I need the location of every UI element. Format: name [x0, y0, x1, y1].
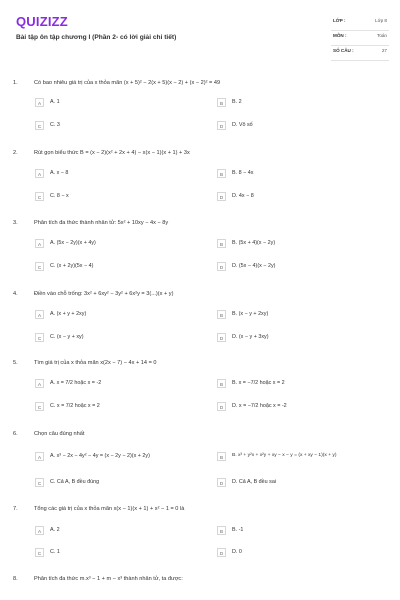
option-key: C — [35, 192, 44, 201]
option-text: C. 8 − x — [50, 193, 69, 199]
question-text: Rút gọn biểu thức B = (x − 2)(x² + 2x + 4) − x(x − 1)(x + 1) + 3x — [34, 150, 190, 156]
option-c[interactable] — [35, 192, 205, 204]
question-number: 1. — [13, 80, 18, 86]
question-text: Phân tích đa thức m.x³ − 1 + m − x³ thành nhân tử, ta được: — [34, 576, 183, 582]
option-b[interactable] — [217, 169, 387, 181]
option-key: B — [217, 379, 226, 388]
option-text: C. Cả A, B đều đúng — [50, 479, 100, 485]
option-text: D. Vô số — [232, 122, 253, 128]
option-key: B — [217, 239, 226, 248]
meta-label: SỐ CÂU : — [333, 48, 354, 53]
option-d[interactable] — [217, 333, 387, 345]
page-title: Bài tập ôn tập chương I (Phần 2- có lời giải chi tiết) — [16, 34, 177, 41]
option-key: C — [35, 121, 44, 130]
option-a[interactable] — [35, 169, 205, 181]
option-c[interactable] — [35, 478, 205, 490]
option-a[interactable] — [35, 379, 205, 391]
option-d[interactable] — [217, 478, 387, 490]
question-number: 4. — [13, 291, 18, 297]
option-text: B. -1 — [232, 527, 244, 533]
option-text: B. (x − y + 2xy) — [232, 311, 269, 317]
option-a[interactable] — [35, 98, 205, 110]
option-b[interactable] — [217, 98, 387, 110]
option-a[interactable] — [35, 310, 205, 322]
option-key: C — [35, 402, 44, 411]
question-number: 7. — [13, 506, 18, 512]
option-key: B — [217, 452, 226, 461]
option-text: B. 8 − 4x — [232, 170, 254, 176]
option-d[interactable] — [217, 548, 387, 560]
option-text: C. (x + 2y)(5x − 4) — [50, 263, 94, 269]
question-number: 6. — [13, 431, 18, 437]
option-key: A — [35, 239, 44, 248]
option-text: B. x³ + y²x + x²y + xy − x − y = (x + xy − 1)(x + y) — [232, 453, 337, 458]
option-c[interactable] — [35, 402, 205, 414]
meta-value: 27 — [381, 48, 387, 53]
option-text: C. x = 7/2 hoặc x = 2 — [50, 403, 100, 409]
option-text: B. (5x + 4)(x − 2y) — [232, 240, 276, 246]
option-c[interactable] — [35, 548, 205, 560]
option-b[interactable] — [217, 239, 387, 251]
option-key: C — [35, 478, 44, 487]
option-a[interactable] — [35, 452, 205, 464]
meta-row-subject — [331, 31, 389, 46]
option-key: C — [35, 333, 44, 342]
option-text: B. 2 — [232, 99, 242, 105]
option-key: D — [217, 402, 226, 411]
header — [0, 0, 400, 62]
option-key: B — [217, 98, 226, 107]
option-text: D. 0 — [232, 549, 242, 555]
question-text: Có bao nhiêu giá trị của x thỏa mãn (x + 5)² − 2(x + 5)(x − 2) + (x − 2)² = 49 — [34, 80, 221, 86]
option-text: D. x = −7/2 hoặc x = -2 — [232, 403, 287, 409]
option-text: C. 3 — [50, 122, 60, 128]
option-text: C. (x − y + xy) — [50, 334, 84, 340]
option-c[interactable] — [35, 121, 205, 133]
question-text: Tìm giá trị của x thỏa mãn x(2x − 7) − 4x + 14 = 0 — [34, 360, 157, 366]
option-key: A — [35, 526, 44, 535]
option-text: A. x = 7/2 hoặc x = -2 — [50, 380, 102, 386]
option-text: D. 4x − 8 — [232, 193, 254, 199]
option-d[interactable] — [217, 121, 387, 133]
question-number: 3. — [13, 220, 18, 226]
option-key: D — [217, 478, 226, 487]
option-key: A — [35, 452, 44, 461]
option-c[interactable] — [35, 262, 205, 274]
option-key: D — [217, 121, 226, 130]
option-text: A. (x + y + 2xy) — [50, 311, 87, 317]
option-key: B — [217, 169, 226, 178]
option-a[interactable] — [35, 526, 205, 538]
option-text: D. (x − y + 3xy) — [232, 334, 269, 340]
option-text: D. Cả A, B đều sai — [232, 479, 277, 485]
option-key: D — [217, 192, 226, 201]
option-d[interactable] — [217, 262, 387, 274]
meta-value: Toán — [377, 33, 387, 38]
quizizz-logo: QUIZIZZ — [16, 14, 68, 29]
meta-panel — [331, 16, 389, 61]
option-key: A — [35, 310, 44, 319]
question-text: Chọn câu đúng nhất — [34, 431, 85, 437]
option-text: A. (5x − 2y)(x + 4y) — [50, 240, 96, 246]
option-text: A. 1 — [50, 99, 60, 105]
option-b[interactable] — [217, 526, 387, 538]
meta-label: LỚP : — [333, 18, 346, 23]
option-key: D — [217, 548, 226, 557]
question-number: 5. — [13, 360, 18, 366]
option-key: C — [35, 262, 44, 271]
meta-row-count — [331, 46, 389, 61]
option-a[interactable] — [35, 239, 205, 251]
option-text: A. x³ − 2x − 4y² − 4y = (x − 2y − 2)(x + 2y) — [50, 453, 150, 459]
option-text: D. (5x − 4)(x − 2y) — [232, 263, 276, 269]
option-key: B — [217, 526, 226, 535]
option-key: A — [35, 379, 44, 388]
meta-label: MÔN : — [333, 33, 347, 38]
option-text: A. x − 8 — [50, 170, 69, 176]
option-key: D — [217, 333, 226, 342]
option-key: A — [35, 169, 44, 178]
question-text: Tổng các giá trị của x thỏa mãn x(x − 1)(x + 1) + x² − 1 = 0 là — [34, 506, 185, 512]
meta-value: Lớp 8 — [375, 18, 387, 23]
option-c[interactable] — [35, 333, 205, 345]
option-key: B — [217, 310, 226, 319]
option-text: B. x = −7/2 hoặc x = 2 — [232, 380, 285, 386]
option-d[interactable] — [217, 402, 387, 414]
option-b[interactable] — [217, 379, 387, 391]
option-key: D — [217, 262, 226, 271]
option-text: A. 2 — [50, 527, 60, 533]
option-text: C. 1 — [50, 549, 60, 555]
meta-row-class — [331, 16, 389, 31]
option-key: C — [35, 548, 44, 557]
question-number: 8. — [13, 576, 18, 582]
question-text: Phân tích đa thức thành nhân tử: 5x² + 10xy − 4x − 8y — [34, 220, 169, 226]
question-number: 2. — [13, 150, 18, 156]
option-d[interactable] — [217, 192, 387, 204]
question-text: Điền vào chỗ trống: 3x² + 6xy² − 3y² + 6x²y = 3(...)(x + y) — [34, 291, 174, 297]
option-key: A — [35, 98, 44, 107]
option-b[interactable] — [217, 452, 387, 464]
option-b[interactable] — [217, 310, 387, 322]
